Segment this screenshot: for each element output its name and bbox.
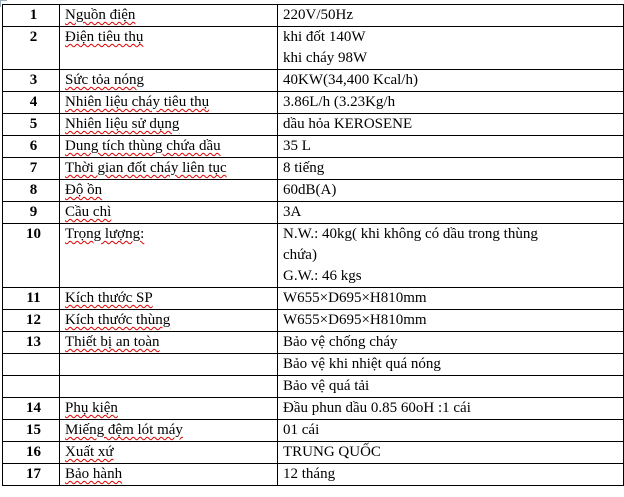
table-row [3, 332, 624, 354]
spec-label-text: Miếng đệm lót máy [65, 422, 183, 438]
spec-value-line: Bảo vệ khi nhiệt quá nóng [283, 356, 441, 372]
spec-value [278, 354, 624, 376]
table-row [3, 464, 624, 486]
spec-value-line: Bảo vệ chống cháy [283, 334, 398, 350]
table-row [3, 354, 624, 376]
spec-label [60, 310, 278, 332]
spec-label [60, 5, 278, 27]
spec-value-line: 220V/50Hz [283, 7, 353, 23]
table-row [3, 114, 624, 136]
spec-value [278, 398, 624, 420]
spec-label-text: Sức tỏa nóng [65, 72, 144, 88]
spec-label [60, 420, 278, 442]
row-number: 6 [3, 136, 60, 158]
row-number: 1 [3, 5, 60, 27]
table-row [3, 70, 624, 92]
spec-label [60, 398, 278, 420]
spec-value [278, 464, 624, 486]
table-row [3, 180, 624, 202]
spec-value [278, 442, 624, 464]
spec-label-text: Dung tích thùng chứa dầu [65, 138, 221, 154]
spec-value-line: 3A [283, 204, 302, 220]
table-row [3, 420, 624, 442]
spec-label [60, 114, 278, 136]
spec-value-line: Bảo vệ quá tải [283, 378, 370, 394]
row-number: 15 [3, 420, 60, 442]
specification-table [2, 4, 624, 486]
spec-label [60, 464, 278, 486]
table-row [3, 288, 624, 310]
spec-label [60, 92, 278, 114]
row-number: 8 [3, 180, 60, 202]
table-row [3, 158, 624, 180]
spec-value-line: 35 L [283, 138, 311, 154]
table-row [3, 310, 624, 332]
spec-value [278, 420, 624, 442]
spec-value [278, 136, 624, 158]
spec-value-line: khi đốt 140W [283, 29, 366, 45]
row-number: 14 [3, 398, 60, 420]
spec-value-line: 8 tiếng [283, 160, 325, 176]
row-number [3, 354, 60, 376]
spec-label [60, 158, 278, 180]
row-number: 3 [3, 70, 60, 92]
spec-label-text: Thiết bị an toàn [65, 334, 160, 350]
spec-value-line: W655×D695×H810mm [283, 312, 427, 328]
spec-label-text: Thời gian đốt cháy liên tục [65, 160, 227, 176]
table-row [3, 92, 624, 114]
spec-label [60, 70, 278, 92]
spec-value [278, 92, 624, 114]
spec-label-text: Trọng lượng: [65, 226, 145, 242]
spec-value-line: dầu hỏa KEROSENE [283, 116, 413, 132]
spec-label [60, 376, 278, 398]
spec-label-text: Xuất xứ [65, 444, 114, 460]
spec-value [278, 202, 624, 224]
table-row [3, 376, 624, 398]
row-number: 10 [3, 224, 60, 288]
spec-value-line: 40KW(34,400 Kcal/h) [283, 72, 418, 88]
spec-label-text: Độ ồn [65, 182, 103, 198]
spec-value [278, 180, 624, 202]
spec-value [278, 114, 624, 136]
spec-label-text: Kích thước thùng [65, 312, 171, 328]
row-number: 7 [3, 158, 60, 180]
row-number: 5 [3, 114, 60, 136]
spec-label-text: Kích thước SP [65, 290, 153, 306]
spec-value [278, 5, 624, 27]
row-number: 4 [3, 92, 60, 114]
spec-label-text: Phụ kiện [65, 400, 118, 416]
table-row [3, 5, 624, 27]
spec-value-line: 12 tháng [283, 466, 336, 482]
table-row [3, 224, 624, 288]
spec-label-text: Cầu chì [65, 204, 112, 220]
spec-value [278, 332, 624, 354]
spec-value [278, 310, 624, 332]
spec-value-line: G.W.: 46 kgs [283, 268, 362, 284]
row-number: 12 [3, 310, 60, 332]
table-row [3, 398, 624, 420]
row-number [3, 376, 60, 398]
spec-value-line: TRUNG QUỐC [283, 444, 381, 460]
spec-label [60, 136, 278, 158]
spec-label [60, 202, 278, 224]
row-number: 11 [3, 288, 60, 310]
spec-label-text: Nguồn điện [65, 7, 136, 23]
table-row [3, 27, 624, 70]
spec-label [60, 288, 278, 310]
spec-value [278, 27, 624, 70]
row-number: 2 [3, 27, 60, 70]
spec-label [60, 224, 278, 288]
spec-value-line: Đầu phun dầu 0.85 60oH :1 cái [283, 400, 471, 416]
spec-label-text: Nhiên liệu cháy tiêu thụ [65, 94, 210, 110]
spec-label [60, 27, 278, 70]
table-row [3, 442, 624, 464]
spec-value-line: chứa) [283, 247, 317, 263]
spec-value-line: 60dB(A) [283, 182, 337, 198]
spec-value-line: 3.86L/h (3.23Kg/h [283, 94, 396, 110]
spec-value-line: N.W.: 40kg( khi không có dầu trong thùng [283, 226, 538, 242]
spec-value [278, 288, 624, 310]
spec-value [278, 224, 624, 288]
spec-value [278, 70, 624, 92]
spec-label-text: Nhiên liệu sử dụng [65, 116, 180, 132]
spec-label-text: Điện tiêu thụ [65, 29, 144, 45]
table-row [3, 136, 624, 158]
spec-value [278, 376, 624, 398]
spec-label [60, 442, 278, 464]
spec-label [60, 180, 278, 202]
spec-label [60, 332, 278, 354]
spec-label-text: Bảo hành [65, 466, 123, 482]
spec-label [60, 354, 278, 376]
specification-table-body [3, 5, 624, 486]
spec-value-line: 01 cái [283, 422, 320, 438]
row-number: 17 [3, 464, 60, 486]
row-number: 16 [3, 442, 60, 464]
spec-value-line: khi cháy 98W [283, 50, 368, 66]
spec-value-line: W655×D695×H810mm [283, 290, 427, 306]
table-row [3, 202, 624, 224]
row-number: 9 [3, 202, 60, 224]
spec-value [278, 158, 624, 180]
row-number: 13 [3, 332, 60, 354]
